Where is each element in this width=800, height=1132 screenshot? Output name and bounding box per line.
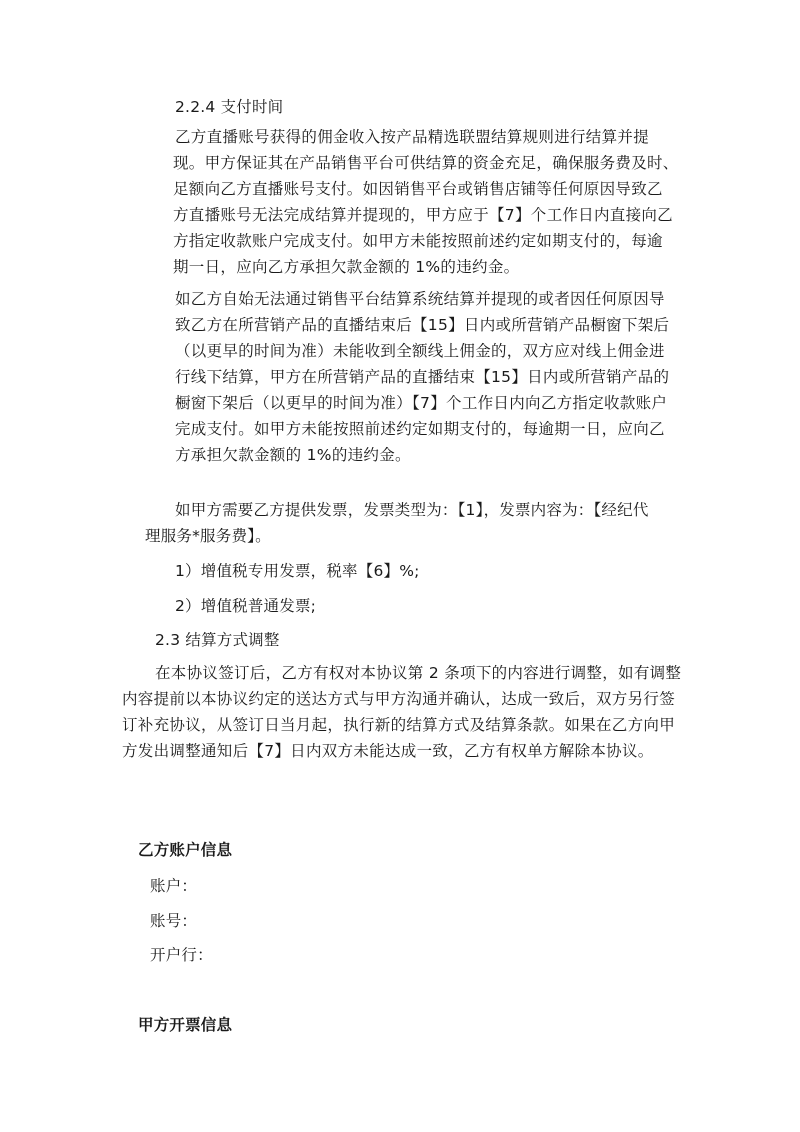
paragraph-line: 现。甲方保证其在产品销售平台可供结算的资金充足，确保服务费及时、 [173,154,679,172]
paragraph-line: 方直播账号无法完成结算并提现的，甲方应于【7】个工作日内直接向乙 [173,206,673,224]
section-title-2-2-4: 2.2.4 支付时间 [175,98,284,116]
settlement-adjustment-paragraph [122,660,681,764]
payment-time-paragraph-2 [175,286,669,468]
invoice-option-special: 1）增值税专用发票，税率【6】%; [175,562,420,580]
account-name-label: 账户： [150,877,198,895]
paragraph-line: 完成支付。如甲方未能按照前述约定如期支付的，每逾期一日，应向乙 [175,420,665,438]
account-info-title: 乙方账户信息 [138,841,233,859]
account-number-label: 账号： [150,912,198,930]
paragraph-line: 橱窗下架后（以更早的时间为准）【7】个工作日内向乙方指定收款账户 [175,394,668,412]
paragraph-line: 方指定收款账户完成支付。如甲方未能按照前述约定如期支付的，每逾 [173,232,663,250]
paragraph-line: 方发出调整通知后【7】日内双方未能达成一致，乙方有权单方解除本协议。 [122,742,654,760]
section-title-2-3: 2.3 结算方式调整 [155,631,280,649]
invoice-intro-line-1: 如甲方需要乙方提供发票，发票类型为：【1】，发票内容为：【经纪代 [175,501,649,519]
invoice-option-general: 2）增值税普通发票; [175,597,317,615]
paragraph-line: 订补充协议，从签订日当月起，执行新的结算方式及结算条款。如果在乙方向甲 [122,716,676,734]
invoice-intro-line-2: 理服务*服务费】。 [145,527,271,545]
paragraph-line: 在本协议签订后，乙方有权对本协议第 2 条项下的内容进行调整，如有调整 [155,664,682,682]
paragraph-line: 内容提前以本协议约定的送达方式与甲方沟通并确认，达成一致后，双方另行签 [122,690,676,708]
paragraph-line: 乙方直播账号获得的佣金收入按产品精选联盟结算规则进行结算并提 [175,128,650,146]
payment-time-paragraph-1 [175,124,679,280]
paragraph-line: 行线下结算，甲方在所营销产品的直播结束【15】日内或所营销产品的 [175,368,670,386]
paragraph-line: 期一日，应向乙方承担欠款金额的 1%的违约金。 [173,258,520,276]
bank-label: 开户行： [150,946,213,964]
paragraph-line: 方承担欠款金额的 1%的违约金。 [175,446,411,464]
paragraph-line: （以更早的时间为准）未能收到全额线上佣金的，双方应对线上佣金进 [175,342,665,360]
paragraph-line: 致乙方在所营销产品的直播结束后【15】日内或所营销产品橱窗下架后 [175,316,670,334]
paragraph-line: 如乙方自始无法通过销售平台结算系统结算并提现的或者因任何原因导 [175,290,665,308]
paragraph-line: 足额向乙方直播账号支付。如因销售平台或销售店铺等任何原因导致乙 [173,180,663,198]
invoice-info-title: 甲方开票信息 [138,1016,233,1034]
